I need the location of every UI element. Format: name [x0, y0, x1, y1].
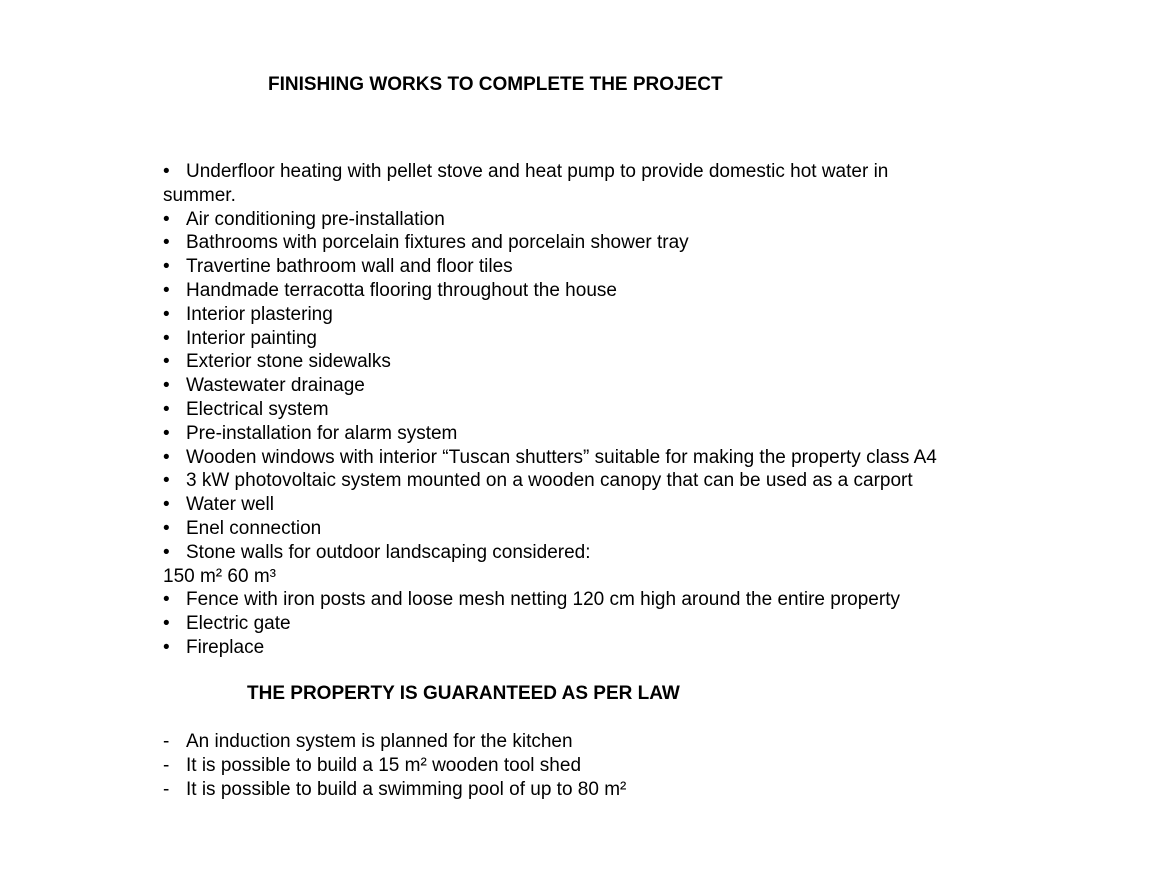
item-text: Air conditioning pre-installation	[186, 208, 445, 230]
item-text: Underfloor heating with pellet stove and heat pump to provide domestic hot water in	[186, 161, 889, 182]
list-item-travertine-tiles	[163, 255, 993, 279]
list-item-electrical-system	[163, 398, 993, 422]
list-item-fireplace	[163, 636, 993, 660]
list-item-wastewater-drainage	[163, 374, 993, 398]
bullet-marker: •	[163, 613, 170, 635]
dash-marker: -	[163, 731, 170, 752]
item-text: Interior plastering	[186, 303, 333, 325]
bullet-marker: •	[163, 327, 170, 349]
bullet-marker: •	[163, 232, 170, 254]
note-text: It is possible to build a 15 m² wooden tool shed	[186, 754, 582, 776]
bullet-marker: •	[163, 446, 170, 468]
page-title: FINISHING WORKS TO COMPLETE THE PROJECT	[268, 74, 723, 95]
bullet-marker: •	[163, 351, 170, 373]
list-item-fence	[163, 588, 993, 612]
item-text: 3 kW photovoltaic system mounted on a wooden canopy that can be used as a carport	[186, 470, 913, 492]
bullet-marker: •	[163, 398, 170, 420]
list-item-interior-painting	[163, 327, 993, 351]
list-item-interior-plastering	[163, 303, 993, 327]
list-item-stone-sidewalks	[163, 350, 993, 374]
item-text: Water well	[186, 494, 274, 516]
notes-list	[163, 730, 993, 801]
item-text: Fireplace	[186, 636, 265, 658]
item-text: Electric gate	[186, 613, 291, 635]
item-text: Wooden windows with interior “Tuscan shutters” suitable for making the property class A4	[186, 446, 937, 468]
bullet-marker: •	[163, 470, 170, 492]
bullet-marker: •	[163, 422, 170, 444]
item-text: Handmade terracotta flooring throughout the house	[186, 279, 617, 301]
note-induction-system	[163, 730, 993, 754]
list-item-electric-gate	[163, 612, 993, 636]
item-text: Wastewater drainage	[186, 375, 365, 397]
bullet-marker: •	[163, 279, 170, 301]
stone-walls-values: 150 m² 60 m³	[163, 565, 276, 587]
item-text: Travertine bathroom wall and floor tiles	[186, 256, 513, 278]
bullet-marker: •	[163, 375, 170, 397]
dash-marker: -	[163, 778, 170, 800]
bullet-marker: •	[163, 303, 170, 325]
list-item-stone-walls	[163, 541, 993, 565]
list-item-wooden-windows	[163, 446, 993, 470]
bullet-marker: •	[163, 161, 170, 182]
dash-marker: -	[163, 754, 170, 776]
bullet-marker: •	[163, 208, 170, 230]
note-swimming-pool	[163, 778, 993, 802]
bullet-marker: •	[163, 256, 170, 278]
list-item-bathrooms	[163, 231, 993, 255]
item-text: Fence with iron posts and loose mesh netting 120 cm high around the entire property	[186, 589, 900, 611]
list-item-alarm-system	[163, 422, 993, 446]
list-item-water-well	[163, 493, 993, 517]
item-text: Exterior stone sidewalks	[186, 351, 391, 373]
bullet-marker: •	[163, 589, 170, 611]
item-text: Stone walls for outdoor landscaping considered:	[186, 541, 591, 563]
list-item-enel-connection	[163, 517, 993, 541]
item-text: Enel connection	[186, 517, 322, 539]
bullet-marker: •	[163, 517, 170, 539]
item-text-continuation: summer.	[163, 184, 236, 206]
bullet-marker: •	[163, 636, 170, 658]
item-text: Interior painting	[186, 327, 317, 349]
note-text: An induction system is planned for the kitchen	[186, 731, 573, 752]
list-item-photovoltaic-system	[163, 469, 993, 493]
item-text: Bathrooms with porcelain fixtures and porcelain shower tray	[186, 232, 689, 254]
finishing-works-list	[163, 160, 993, 660]
note-text: It is possible to build a swimming pool of up to 80 m²	[186, 778, 627, 800]
note-tool-shed	[163, 754, 993, 778]
list-item-underfloor-heating	[163, 160, 993, 208]
item-text: Pre-installation for alarm system	[186, 422, 458, 444]
list-item-terracotta-flooring	[163, 279, 993, 303]
guarantee-heading: THE PROPERTY IS GUARANTEED AS PER LAW	[247, 683, 680, 704]
list-item-air-conditioning	[163, 208, 993, 232]
item-text: Electrical system	[186, 398, 329, 420]
bullet-marker: •	[163, 541, 170, 563]
bullet-marker: •	[163, 494, 170, 516]
